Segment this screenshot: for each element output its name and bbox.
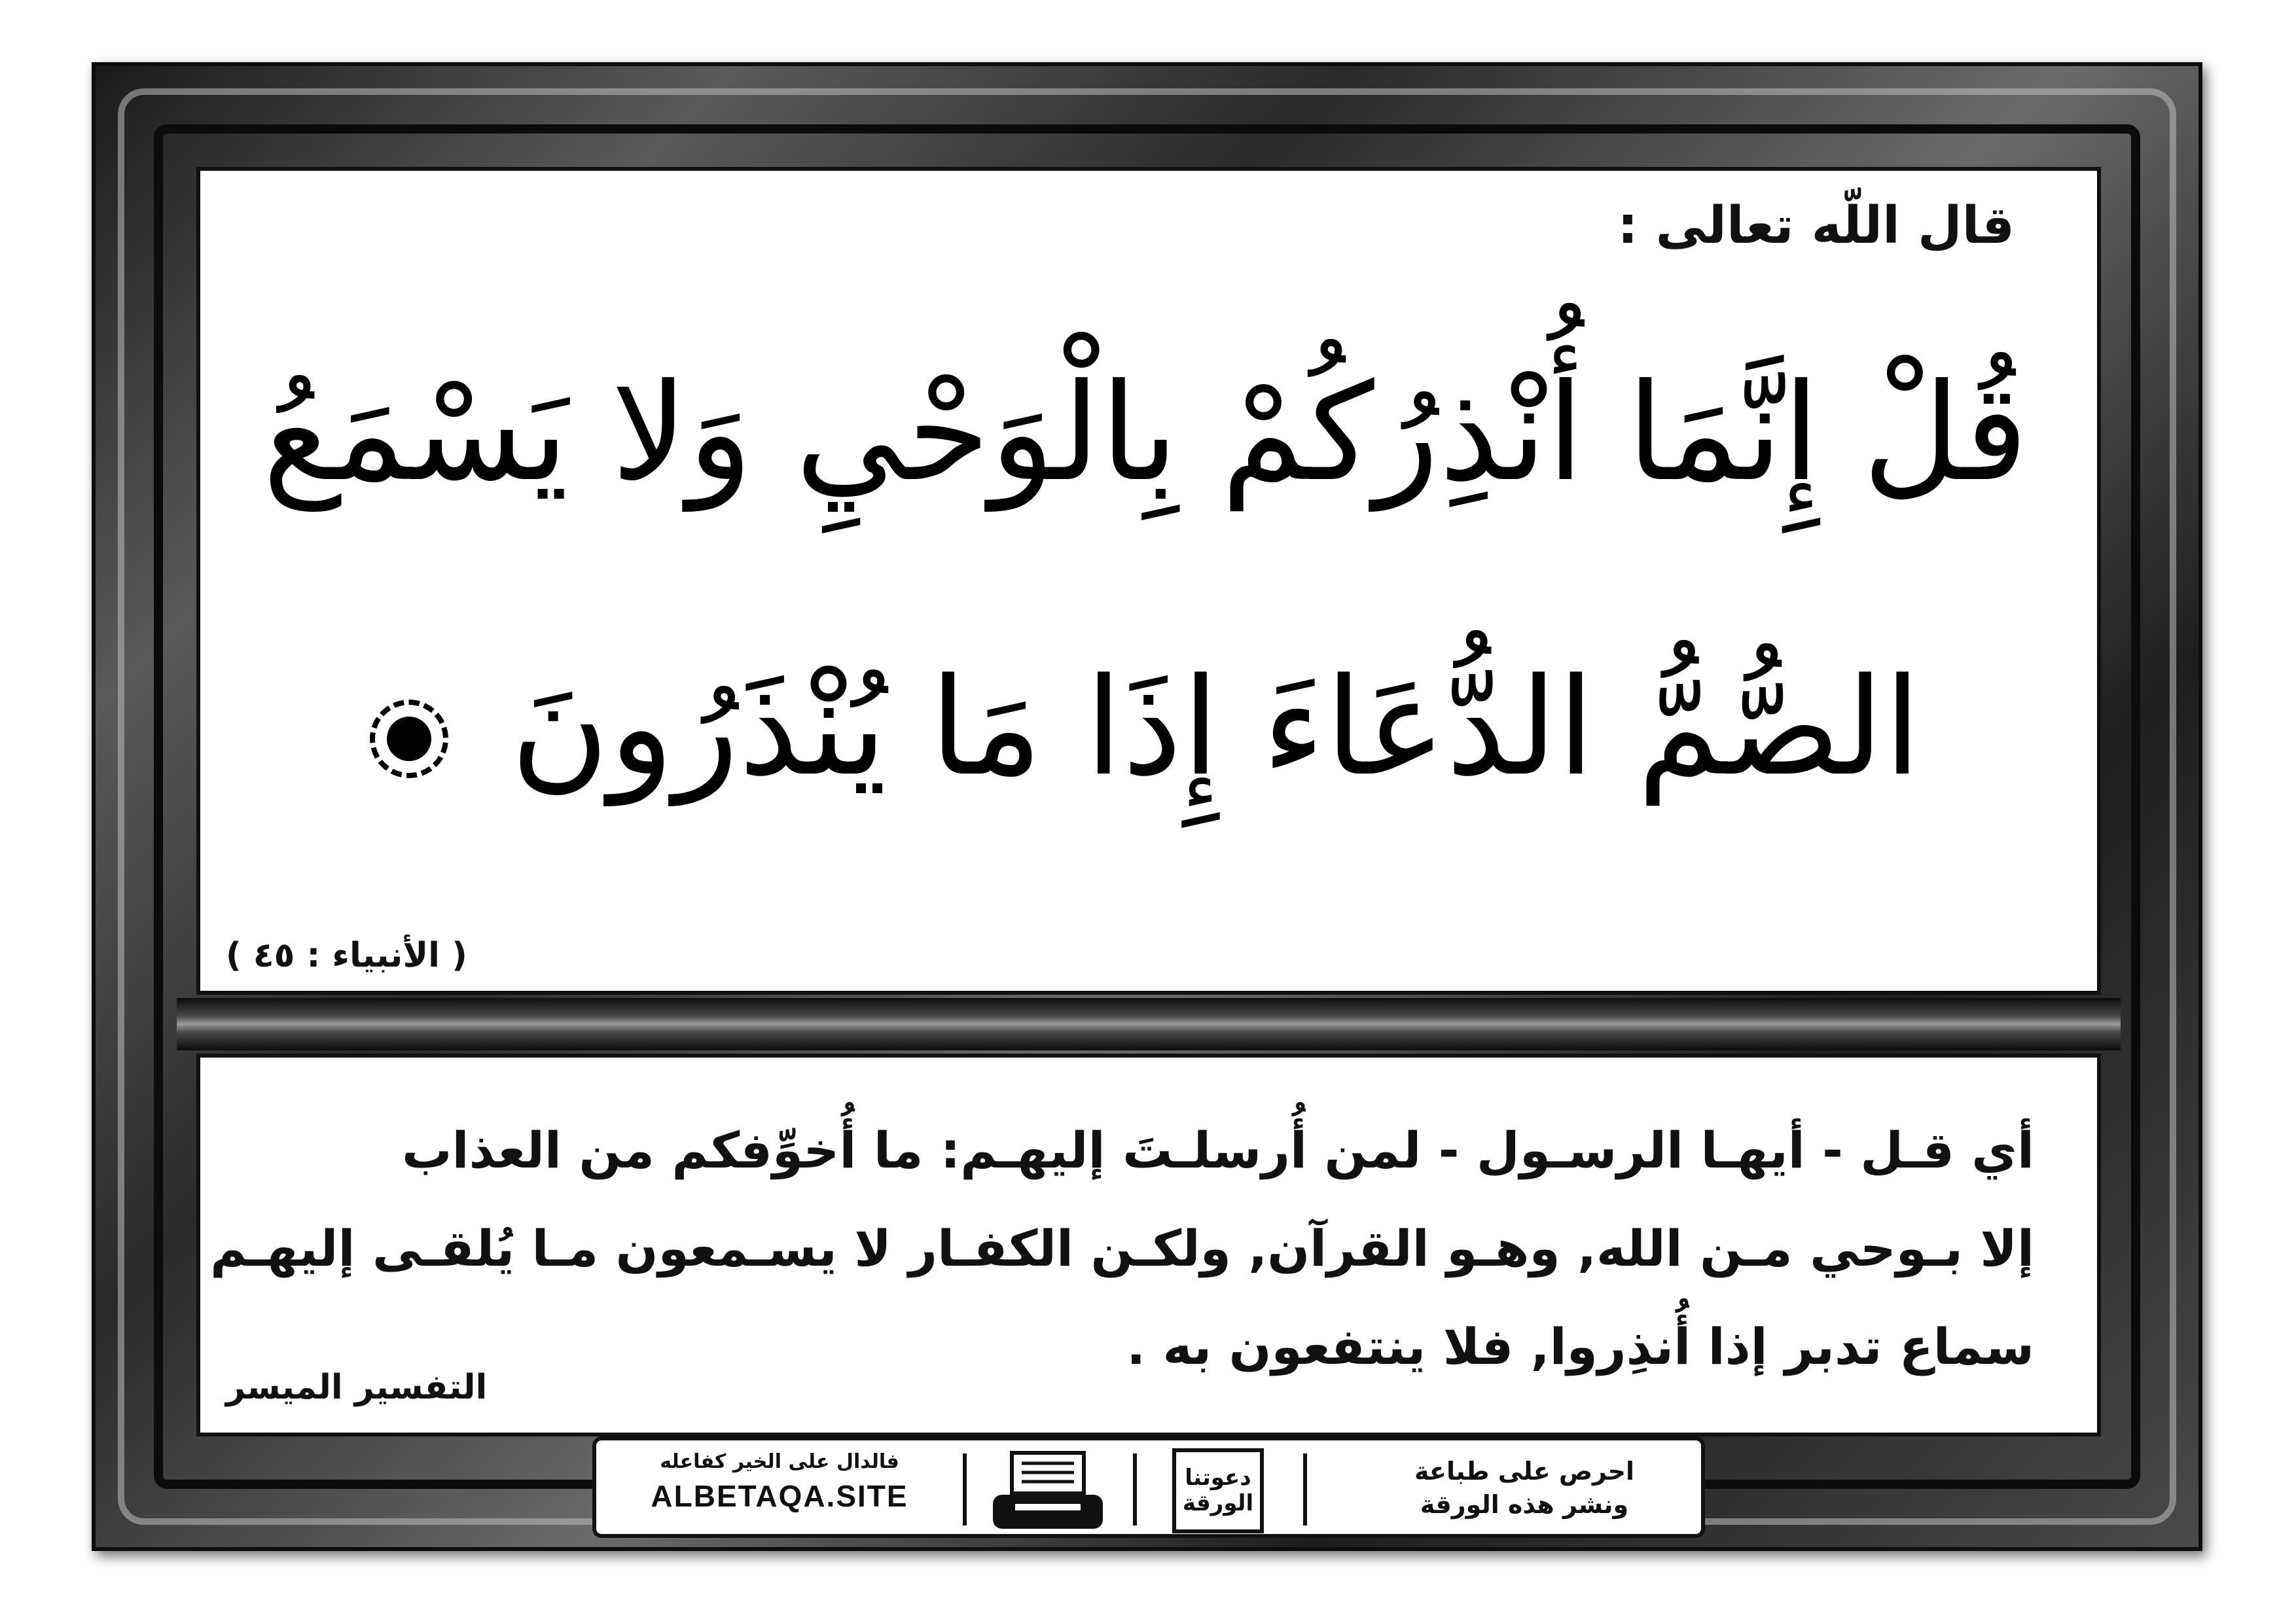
surah-reference: ( الأنبياء : ٤٥ ) [226, 936, 467, 975]
footer-print-note [1374, 1455, 1675, 1522]
footer-site-link[interactable]: ALBETAQA.SITE [651, 1479, 908, 1513]
tafsir-line-1: أي قـل - أيهـا الرسـول - لمن أُرسلـتَ إليهـم: ما أُخوِّفكم من العذاب [402, 1121, 2034, 1179]
ayah-line-2 [249, 650, 2042, 806]
logo-text-top: دعوتنا [1185, 1464, 1251, 1491]
footer-print-line-2: ونشر هذه الورقة [1420, 1490, 1629, 1520]
logo-text-bottom: الورقة [1182, 1490, 1254, 1516]
ayah-line-1 [249, 355, 2042, 511]
footer-dal-text: فالدال على الخير كفاعله [660, 1450, 899, 1473]
verse-panel [196, 167, 2101, 995]
footer-banner [592, 1436, 1705, 1538]
tafsir-line-3: سماع تدبر إذا أُنذِروا, فلا ينتفعون به . [1126, 1317, 2034, 1376]
printer-icon [989, 1450, 1107, 1532]
footer-divider-2 [1133, 1454, 1137, 1525]
tafsir-line-2: إلا بـوحي مـن الله, وهـو القرآن, ولكـن الكفـار لا يسـمعون مـا يُلقـى إليهـم [210, 1219, 2034, 1277]
footer-print-line-1: احرص على طباعة [1414, 1457, 1635, 1486]
ayah-end-marker-icon [370, 700, 448, 778]
frame-divider [177, 998, 2121, 1050]
ayah-line-1-text: قُلْ إِنَّمَا أُنْذِرُكُمْ بِالْوَحْيِ وَلا يَسْمَعُ [262, 355, 2028, 511]
ayah-line-2-text: الصُّمُّ الدُّعَاءَ إِذَا مَا يُنْذَرُونَ [511, 650, 1922, 806]
intro-heading: قال اللّه تعالى : [1617, 196, 2015, 255]
dawatuna-logo [1172, 1448, 1264, 1533]
footer-site-block [616, 1450, 943, 1514]
footer-divider-3 [1303, 1454, 1307, 1525]
tafsir-source: التفسير الميسر [226, 1368, 488, 1407]
footer-divider-1 [963, 1454, 967, 1525]
